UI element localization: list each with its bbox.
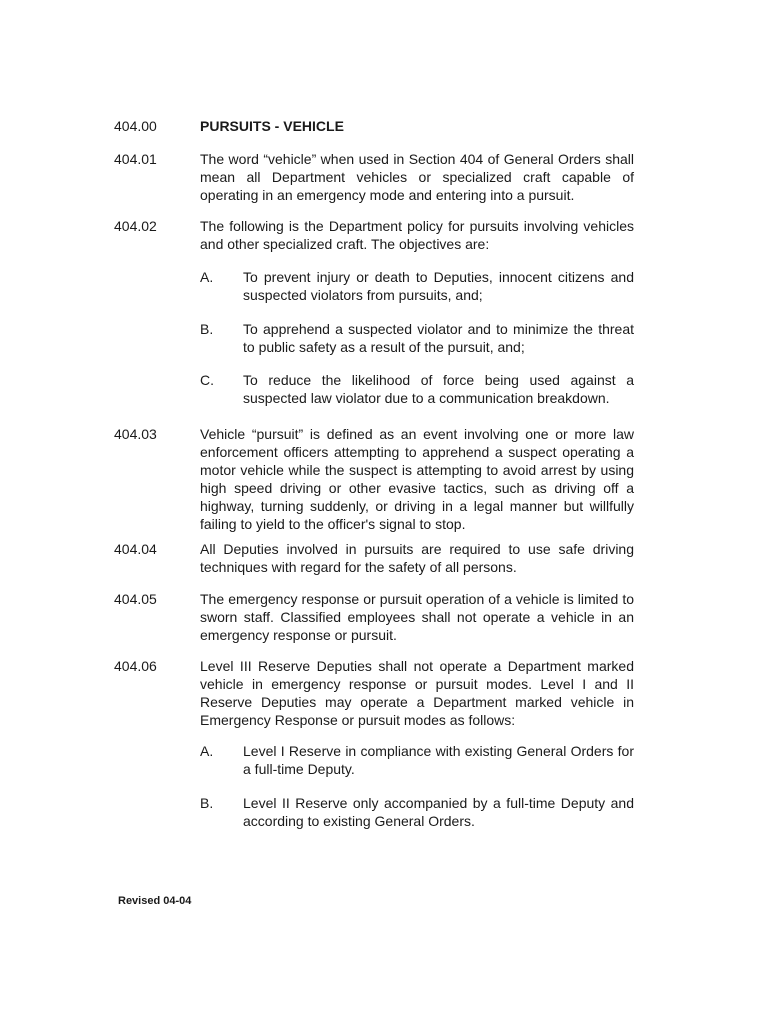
section-number: 404.00 [114,118,157,134]
section-text: All Deputies involved in pursuits are required to use safe driving techniques with regard for the safety of all persons. [200,541,634,575]
list-item-letter: B. [200,795,214,811]
list-item-letter: A. [200,269,214,285]
section-text: The word “vehicle” when used in Section 404 of General Orders shall mean all Department vehicles or specialized craft capable of operating in an emergency mode and entering into a pursuit. [200,151,634,203]
section-number: 404.03 [114,426,157,442]
section-text: The following is the Department policy for pursuits involving vehicles and other specialized craft. The objectives are: [200,218,634,252]
section-number: 404.04 [114,541,157,557]
list-item-letter: C. [200,372,214,388]
list-item-text: Level I Reserve in compliance with existing General Orders for a full-time Deputy. [243,743,634,777]
section-title: PURSUITS - VEHICLE [200,118,344,134]
section-number: 404.05 [114,591,157,607]
list-item-letter: A. [200,743,214,759]
revision-footer: Revised 04-04 [118,895,192,907]
section-text: Level III Reserve Deputies shall not operate a Department marked vehicle in emergency response or pursuit modes. Level I and II Reserve Deputies may operate a Department marked vehicle in Emergency Response or pursuit modes as follows: [200,658,634,728]
list-item-text: To apprehend a suspected violator and to minimize the threat to public safety as a result of the pursuit, and; [243,321,634,355]
section-text: The emergency response or pursuit operation of a vehicle is limited to sworn staff. Classified employees shall not operate a vehicle in an emergency response or pursuit. [200,591,634,643]
section-number: 404.06 [114,658,157,674]
section-number: 404.01 [114,151,157,167]
list-item-text: To prevent injury or death to Deputies, innocent citizens and suspected violators from pursuits, and; [243,269,634,303]
list-item-letter: B. [200,321,214,337]
section-text: Vehicle “pursuit” is defined as an event involving one or more law enforcement officers attempting to apprehend a suspect operating a motor vehicle while the suspect is attempting to avoid arrest by using high speed driving or other evasive tactics, such as driving off a highway, turning suddenly, or driving in a legal manner but willfully failing to yield to the officer's signal to stop. [200,426,634,532]
list-item-text: Level II Reserve only accompanied by a full-time Deputy and according to existing General Orders. [243,795,634,829]
list-item-text: To reduce the likelihood of force being used against a suspected law violator due to a communication breakdown. [243,372,634,406]
section-number: 404.02 [114,218,157,234]
